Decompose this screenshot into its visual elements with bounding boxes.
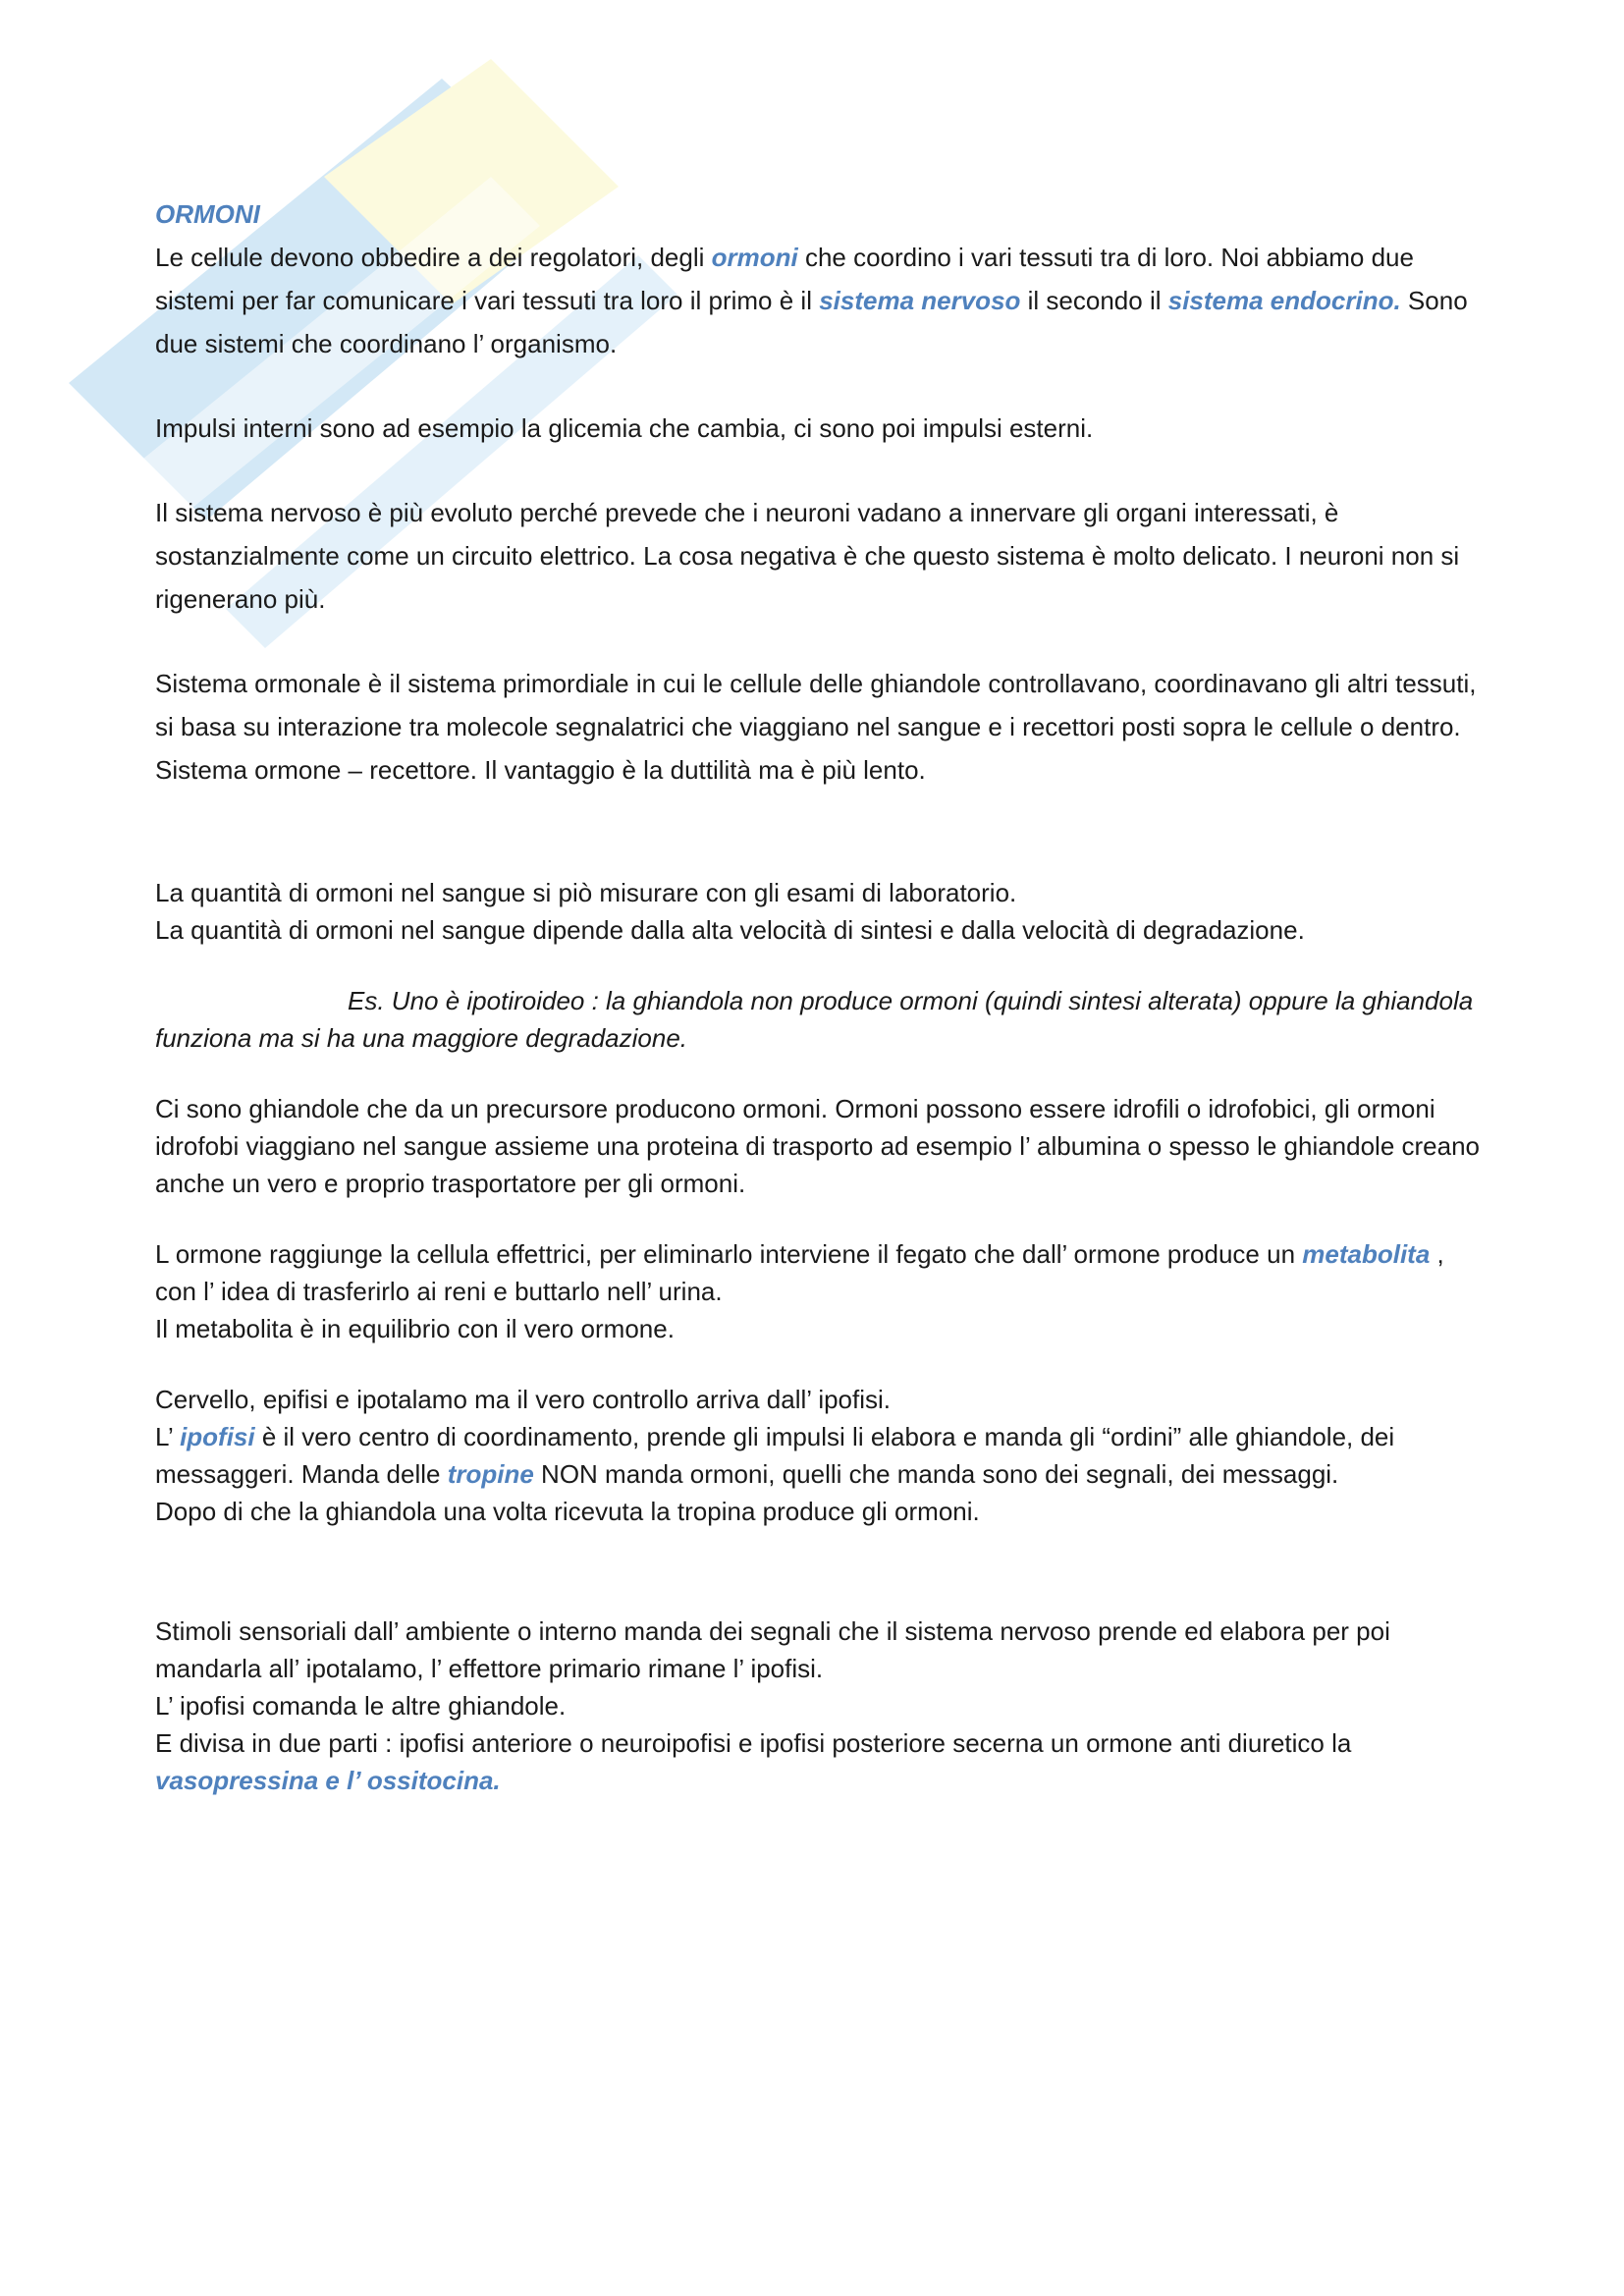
highlight-term: vasopressina e l’ ossitocina. <box>155 1766 501 1795</box>
paragraph-glands: Ci sono ghiandole che da un precursore producono ormoni. Ormoni possono essere idrofili o idrofobici, gli ormoni idrofobi viaggiano nel sangue assieme una proteina di trasporto ad esempio l’ albumina o spesso le ghiandole creano anche un vero e proprio trasportatore per gli ormoni. <box>155 1094 1481 1198</box>
paragraph-nervous-system: Il sistema nervoso è più evoluto perché prevede che i neuroni vadano a innervare gli organi interessati, è sostanzialmente come un circuito elettrico. La cosa negativa è che questo sistema è molto delicato. I neuroni non si rigenerano più. <box>155 498 1460 614</box>
paragraph-stimuli: Stimoli sensoriali dall’ ambiente o interno manda dei segnali che il sistema nervoso prende ed elabora per poi mandarla all’ ipotalamo, l’ effettore primario rimane l’ ipofisi. <box>155 1616 1390 1683</box>
document-body <box>155 192 1490 1799</box>
text-run: L ormone raggiunge la cellula effettrici, per eliminarlo interviene il fegato che dall’ ormone produce un <box>155 1239 1303 1269</box>
paragraph-example: Es. Uno è ipotiroideo : la ghiandola non produce ormoni (quindi sintesi alterata) oppure la ghiandola funziona ma si ha una maggiore degradazione. <box>155 986 1474 1053</box>
paragraph-tropine-result: Dopo di che la ghiandola una volta ricevuta la tropina produce gli ormoni. <box>155 1497 980 1526</box>
paragraph-quantity-1: La quantità di ormoni nel sangue si piò misurare con gli esami di laboratorio. <box>155 878 1017 907</box>
paragraph-quantity-2: La quantità di ormoni nel sangue dipende dalla alta velocità di sintesi e dalla velocità di degradazione. <box>155 915 1305 945</box>
text-run: L’ <box>155 1422 181 1451</box>
highlight-term: metabolita <box>1302 1239 1431 1269</box>
highlight-term: ormoni <box>711 243 798 272</box>
paragraph-hypophysis-parts <box>155 1724 1490 1799</box>
highlight-term: tropine <box>447 1459 534 1489</box>
text-run: è il vero centro di coordinamento, prende gli impulsi li elabora e manda gli “ordini” alle ghiandole, dei messaggeri. Manda delle <box>155 1422 1395 1489</box>
paragraph-hormonal-system: Sistema ormonale è il sistema primordiale in cui le cellule delle ghiandole controllavano, coordinavano gli altri tessuti, si basa su interazione tra molecole segnalatrici che viaggiano nel sangue e i recettori posti sopra le cellule o dentro. Sistema ormone – recettore. Il vantaggio è la duttilità ma è più lento. <box>155 669 1477 785</box>
highlight-term: ipofisi <box>180 1422 255 1451</box>
paragraph-hypophysis-command: L’ ipofisi comanda le altre ghiandole. <box>155 1691 567 1721</box>
text-run: NON manda ormoni, quelli che manda sono dei segnali, dei messaggi. <box>533 1459 1339 1489</box>
paragraph-impulses: Impulsi interni sono ad esempio la glicemia che cambia, ci sono poi impulsi esterni. <box>155 413 1094 443</box>
text-run: Sono due sistemi che coordinano l’ organismo. <box>155 286 1468 358</box>
highlight-term: sistema endocrino. <box>1167 286 1401 315</box>
paragraph-metabolite-equilibrium: Il metabolita è in equilibrio con il vero ormone. <box>155 1314 675 1343</box>
paragraph-intro <box>155 236 1490 365</box>
title-text: ORMONI <box>155 199 260 229</box>
text-run: che coordino i vari tessuti tra di loro. Noi abbiamo due sistemi per far comunicare i vari tessuti tra loro il primo è il <box>155 243 1414 315</box>
text-run: , con l’ idea di trasferirlo ai reni e buttarlo nell’ urina. <box>155 1239 1444 1306</box>
text-run: il secondo il <box>1020 286 1168 315</box>
section-title <box>155 192 1490 236</box>
text-run: E divisa in due parti : ipofisi anteriore o neuroipofisi e ipofisi posteriore secerna un ormone anti diuretico la <box>155 1728 1352 1758</box>
highlight-term: sistema nervoso <box>819 286 1021 315</box>
paragraph-brain: Cervello, epifisi e ipotalamo ma il vero controllo arriva dall’ ipofisi. <box>155 1385 892 1414</box>
paragraph-hypophysis <box>155 1418 1490 1493</box>
text-run: Le cellule devono obbedire a dei regolatori, degli <box>155 243 712 272</box>
paragraph-metabolite <box>155 1235 1490 1310</box>
